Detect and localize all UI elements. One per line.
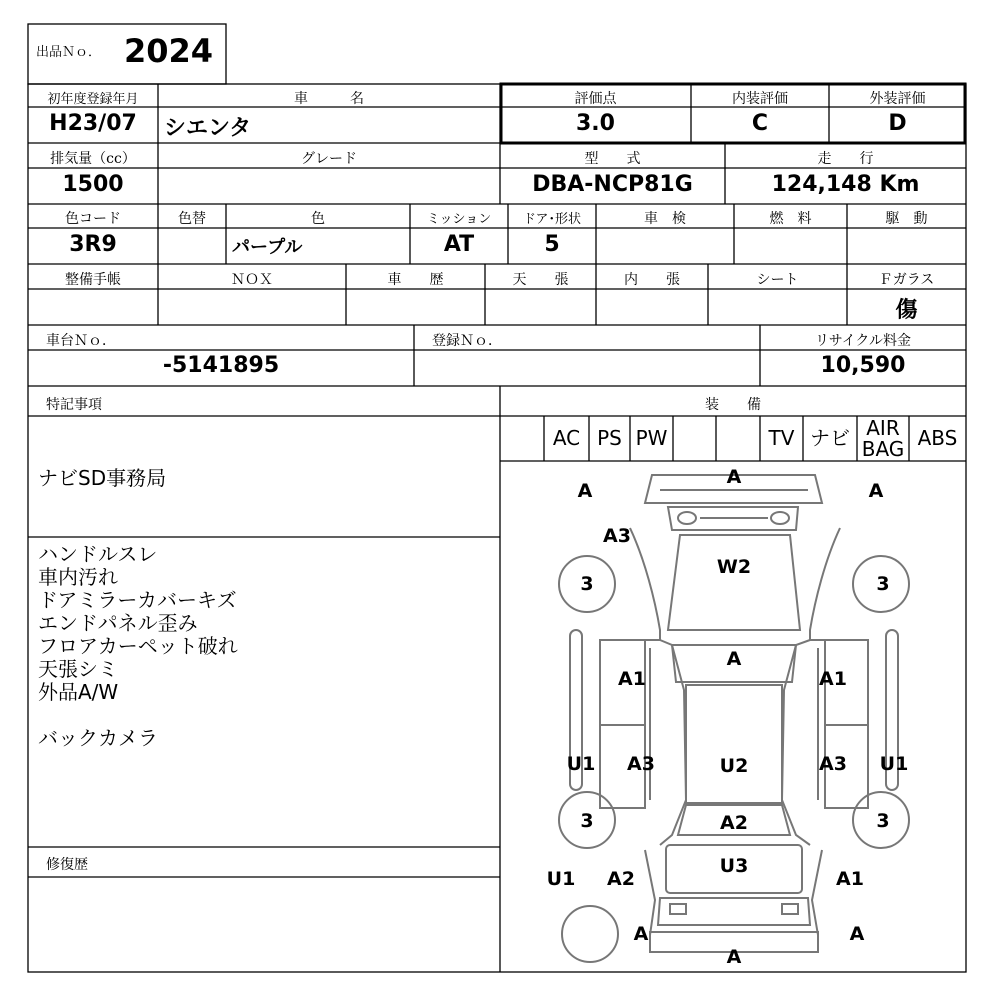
transmission-value: AT [443, 232, 475, 257]
equipment-item-airbag: AIR BAG [861, 416, 905, 461]
doors-label: ドア･形状 [522, 212, 582, 227]
note-line: ハンドルスレ [38, 542, 158, 566]
mark-rear-left: A [633, 923, 649, 945]
mark-right-front-door: A1 [819, 668, 847, 690]
mark-rear-bumper: A [726, 946, 742, 968]
note-line: エンドパネル歪み [38, 611, 198, 635]
interior-label: 内装評価 [732, 91, 788, 107]
mark-front-right-tire: 3 [876, 573, 890, 595]
transmission-label: ミッション [426, 212, 492, 227]
lot-label: 出品Ｎｏ． [36, 45, 102, 60]
grade-label: グレード [301, 151, 357, 167]
mark-left-front-door: A1 [618, 668, 646, 690]
doors-value: 5 [544, 232, 560, 257]
interior-value: C [751, 111, 769, 136]
mileage-label: 走 行 [817, 151, 874, 167]
inspection-label: 車 検 [644, 211, 686, 227]
note-line: 外品A/W [38, 680, 119, 704]
score-value: 3.0 [576, 111, 615, 136]
seat-label: シート [756, 272, 799, 288]
color-code-label: 色コード [65, 211, 121, 227]
equipment-item-pw: PW [635, 426, 668, 450]
service-label: 整備手帳 [65, 272, 121, 288]
mark-left-sill: U1 [566, 753, 596, 775]
model-value: DBA-NCP81G [532, 172, 693, 197]
equipment-item-navi: ナビ [810, 426, 850, 450]
mark-left-rear-door: A3 [627, 753, 655, 775]
note-line: 天張シミ [38, 657, 118, 681]
nox-label: ＮＯＸ [231, 272, 273, 288]
exterior-value: D [888, 111, 907, 136]
recycle-value: 10,590 [820, 353, 906, 378]
mark-left-quarter: A2 [607, 868, 635, 890]
mark-windshield: W2 [716, 556, 752, 578]
score-label: 評価点 [574, 91, 617, 107]
mark-front-left-tire: 3 [580, 573, 594, 595]
chassis-label: 車台Ｎｏ． [46, 333, 116, 349]
mark-windshield-corner: A3 [603, 525, 631, 547]
mark-front-right: A [868, 480, 884, 502]
history-label: 車 歴 [387, 272, 444, 288]
car-name-label: 車 名 [294, 91, 364, 107]
notes-top: ナビSD事務局 [38, 466, 167, 490]
color-value: パープル [232, 237, 303, 258]
mark-front-bumper: A [726, 466, 742, 488]
note-line: フロアカーペット破れ [38, 634, 238, 658]
mark-right-sill: U1 [879, 753, 909, 775]
mark-rear-left-sill: U1 [546, 868, 576, 890]
drive-label: 駆 動 [885, 211, 928, 227]
color-code-value: 3R9 [69, 232, 117, 257]
equipment-item-ps: PS [597, 426, 622, 450]
equipment-label: 装 備 [705, 397, 761, 413]
mark-roof: U2 [719, 755, 749, 777]
note-line [38, 699, 238, 722]
notes-list [38, 538, 238, 750]
notes-label: 特記事項 [46, 397, 102, 413]
regno-label: 登録Ｎｏ． [432, 333, 502, 349]
lot-number: 2024 [124, 32, 214, 70]
glass-label: Ｆガラス [878, 272, 935, 288]
mark-roof-front: A [726, 648, 742, 670]
mark-back-door: U3 [719, 855, 749, 877]
mileage-value: 124,148 Km [771, 172, 920, 197]
equipment-item-abs: ABS [917, 426, 958, 450]
equipment-item-tv: TV [768, 426, 795, 450]
color-label: 色 [311, 211, 325, 227]
mark-rear-left-tire: 3 [580, 810, 594, 832]
displacement-value: 1500 [62, 172, 124, 197]
mark-rear-right-tire: 3 [876, 810, 890, 832]
model-label: 型 式 [584, 151, 641, 167]
mark-rear-roof: A2 [720, 812, 748, 834]
displacement-label: 排気量（cc） [50, 151, 136, 167]
repair-label: 修復歴 [46, 857, 88, 873]
glass-value: 傷 [895, 298, 918, 323]
mark-right-quarter: A1 [836, 868, 864, 890]
exterior-label: 外装評価 [869, 91, 926, 107]
chassis-value: -5141895 [162, 353, 280, 378]
mark-rear-right: A [849, 923, 865, 945]
roof-label: 天 張 [512, 272, 569, 288]
car-name-value: シエンタ [164, 116, 252, 141]
first-reg-value: H23/07 [49, 111, 137, 136]
note-line: バックカメラ [38, 726, 158, 750]
interior-roof-label: 内 張 [624, 272, 680, 288]
mark-front-left: A [577, 480, 593, 502]
fuel-label: 燃 料 [769, 211, 812, 227]
repaint-label: 色替 [178, 211, 206, 227]
recycle-label: リサイクル料金 [814, 333, 912, 349]
note-line: 車内汚れ [38, 565, 118, 589]
mark-right-rear-door: A3 [819, 753, 847, 775]
note-line: ドアミラーカバーキズ [38, 588, 237, 612]
equipment-item-ac: AC [552, 426, 581, 450]
first-reg-label: 初年度登録年月 [47, 92, 139, 107]
